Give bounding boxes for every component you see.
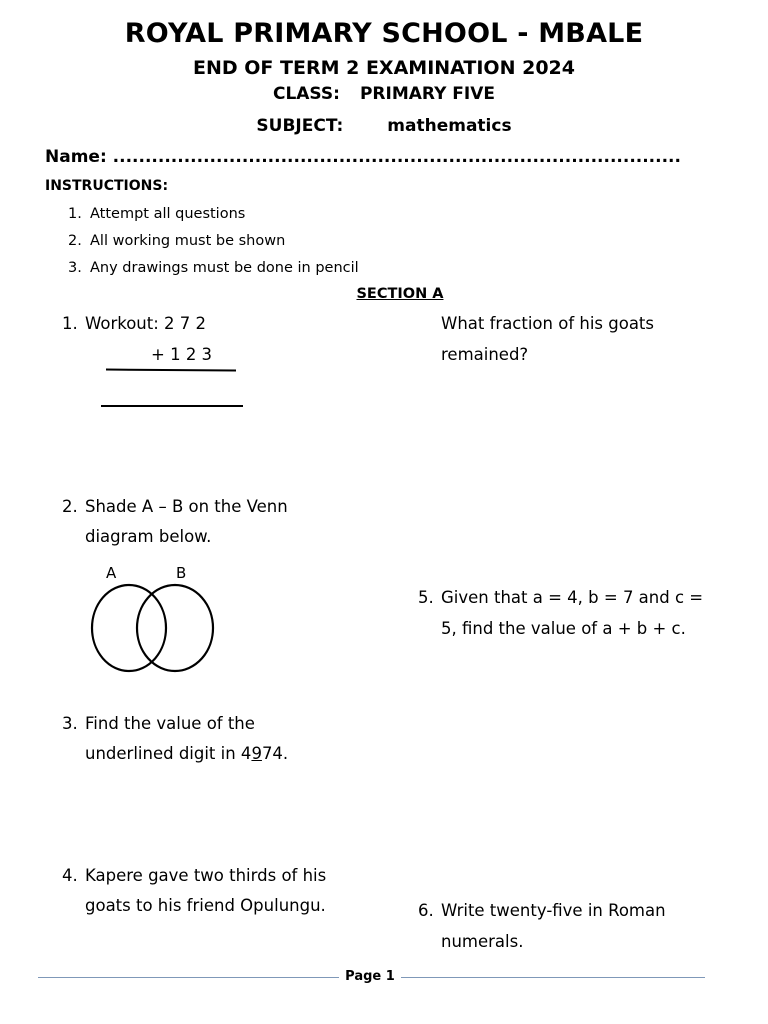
class-label: CLASS:	[272, 84, 340, 104]
question-number: 2.	[62, 497, 78, 516]
page-footer	[0, 969, 740, 984]
question-text: 5, find the value of a + b + c.	[441, 619, 686, 638]
instruction-item	[68, 233, 285, 249]
question-text: goats to his friend Opulungu.	[85, 896, 326, 915]
page-number: Page 1	[339, 969, 401, 984]
venn-label-b: B	[176, 564, 187, 582]
sum-line	[106, 369, 236, 372]
instruction-item	[68, 260, 359, 276]
subject-value: mathematics	[387, 116, 512, 136]
venn-set-b	[137, 585, 213, 671]
venn-diagram	[86, 558, 221, 678]
question-text: Kapere gave two thirds of his	[85, 866, 327, 885]
instruction-number: 1.	[68, 206, 82, 222]
venn-label-a: A	[106, 564, 117, 582]
name-dots: ........................................................................................	[112, 147, 681, 167]
addend-line: + 1 2 3	[151, 345, 213, 364]
question-3	[62, 709, 392, 769]
answer-line	[101, 405, 243, 407]
underlined-digit: 9	[251, 744, 262, 763]
instruction-text: Attempt all questions	[90, 206, 246, 222]
question-6	[418, 896, 748, 956]
class-value: PRIMARY FIVE	[359, 84, 496, 104]
question-number: 3.	[62, 714, 78, 733]
instruction-number: 3.	[68, 260, 82, 276]
question-text: numerals.	[441, 932, 524, 951]
question-text: Workout: 2 7 2	[85, 314, 207, 333]
subject-line	[0, 116, 768, 136]
question-text: remained?	[441, 345, 529, 364]
venn-set-a	[92, 585, 166, 671]
question-number: 1.	[62, 314, 78, 333]
question-4	[62, 861, 392, 921]
question-number: 6.	[418, 901, 434, 920]
question-text: diagram below.	[85, 527, 212, 546]
question-text: What fraction of his goats	[441, 314, 655, 333]
exam-title: END OF TERM 2 EXAMINATION 2024	[193, 57, 575, 79]
question-1	[62, 309, 392, 369]
name-line	[45, 147, 681, 167]
subject-label: SUBJECT:	[256, 116, 344, 136]
instructions-heading: INSTRUCTIONS:	[45, 178, 169, 194]
question-text: Write twenty-five in Roman	[441, 901, 666, 920]
instruction-text: All working must be shown	[90, 233, 286, 249]
section-title: SECTION A	[356, 286, 444, 302]
name-label: Name:	[45, 147, 107, 167]
question-5	[418, 583, 758, 643]
instruction-text: Any drawings must be done in pencil	[90, 260, 359, 276]
instruction-number: 2.	[68, 233, 82, 249]
instruction-item	[68, 206, 245, 222]
question-4-continued	[418, 309, 748, 369]
text-part: 74.	[261, 744, 289, 763]
class-line	[0, 84, 768, 104]
question-text: Find the value of the	[85, 714, 255, 733]
question-text	[85, 739, 288, 769]
question-number: 4.	[62, 866, 78, 885]
text-part: underlined digit in 4	[85, 744, 252, 763]
school-name: ROYAL PRIMARY SCHOOL - MBALE	[124, 18, 644, 49]
question-number: 5.	[418, 588, 434, 607]
question-2	[62, 492, 392, 552]
question-text: Shade A – B on the Venn	[85, 497, 288, 516]
question-text: Given that a = 4, b = 7 and c =	[441, 588, 704, 607]
